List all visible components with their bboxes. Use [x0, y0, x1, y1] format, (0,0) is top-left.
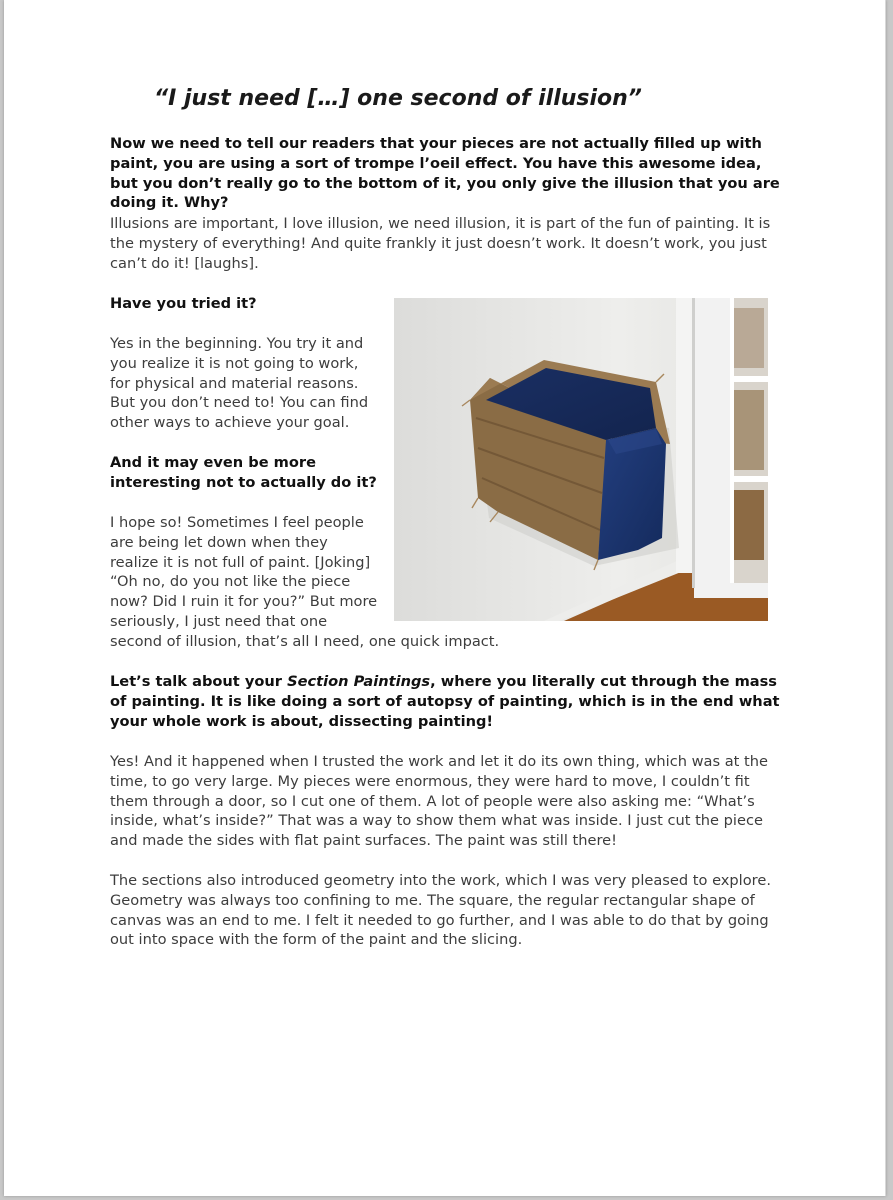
answer-hope-so-end: second of illusion, that’s all I need, one quick impact. — [110, 633, 500, 650]
question-section-paintings-rest: , where you literally cut through the mass of painting. It is like doing a sort of autopsy of painting, which is in the end what your whole work is about, dissecting painting! — [110, 673, 780, 730]
answer-enormous-pieces: Yes! And it happened when I trusted the work and let it do its own thing, which was at the time, to go very large. My pieces were enormous, they were hard to move, I couldn’t fit them through a door, so I cut one of them. A lot of people were also asking me: “What’s inside, what’s inside?” That was a way to show them what was inside. I just cut the piece and made the sides with flat paint surfaces. The paint was still there! — [110, 753, 768, 850]
article-title: “I just need […] one second of illusion” — [154, 86, 642, 111]
question-more-interesting: And it may even be more interesting not to actually do it? — [110, 454, 377, 491]
answer-beginning: Yes in the beginning. You try it and you realize it is not going to work, for physical and material reasons. But you don’t need to! You can find other ways to achieve your goal. — [110, 335, 369, 432]
answer-hope-so: I hope so! Sometimes I feel people are being let down when they realize it is not full of paint. [Joking] “Oh no, do you not like the piece now? Did I ruin it for you?” But more seriously, I just need that one — [110, 514, 378, 630]
question-section-paintings-lead: Let’s talk about your — [110, 673, 288, 690]
question-section-paintings — [110, 672, 790, 731]
answer-geometry: The sections also introduced geometry into the work, which I was very pleased to explore. Geometry was always too confining to me. The square, the regular rectangular shape of canvas was an end to me. I felt it needed to go further, and I was able to do that by going out into space with the form of the paint and the slicing. — [110, 872, 771, 949]
answer-illusions: Illusions are important, I love illusion, we need illusion, it is part of the fun of painting. It is the mystery of everything! And quite frankly it just doesn’t work. It doesn’t work, you just can’t do it! [laughs]. — [110, 215, 771, 272]
document-page — [4, 0, 886, 1196]
artwork-photo-illustration — [394, 298, 768, 621]
section-paintings-title: Section Paintings — [287, 673, 431, 690]
question-trompe-loeil: Now we need to tell our readers that your pieces are not actually filled up with paint, you are using a sort of trompe l’oeil effect. You have this awesome idea, but you don’t really go to the bottom of it, you only give the illusion that you are doing it. Why? — [110, 135, 780, 212]
artwork-photo — [394, 298, 768, 621]
question-have-you-tried: Have you tried it? — [110, 295, 257, 312]
